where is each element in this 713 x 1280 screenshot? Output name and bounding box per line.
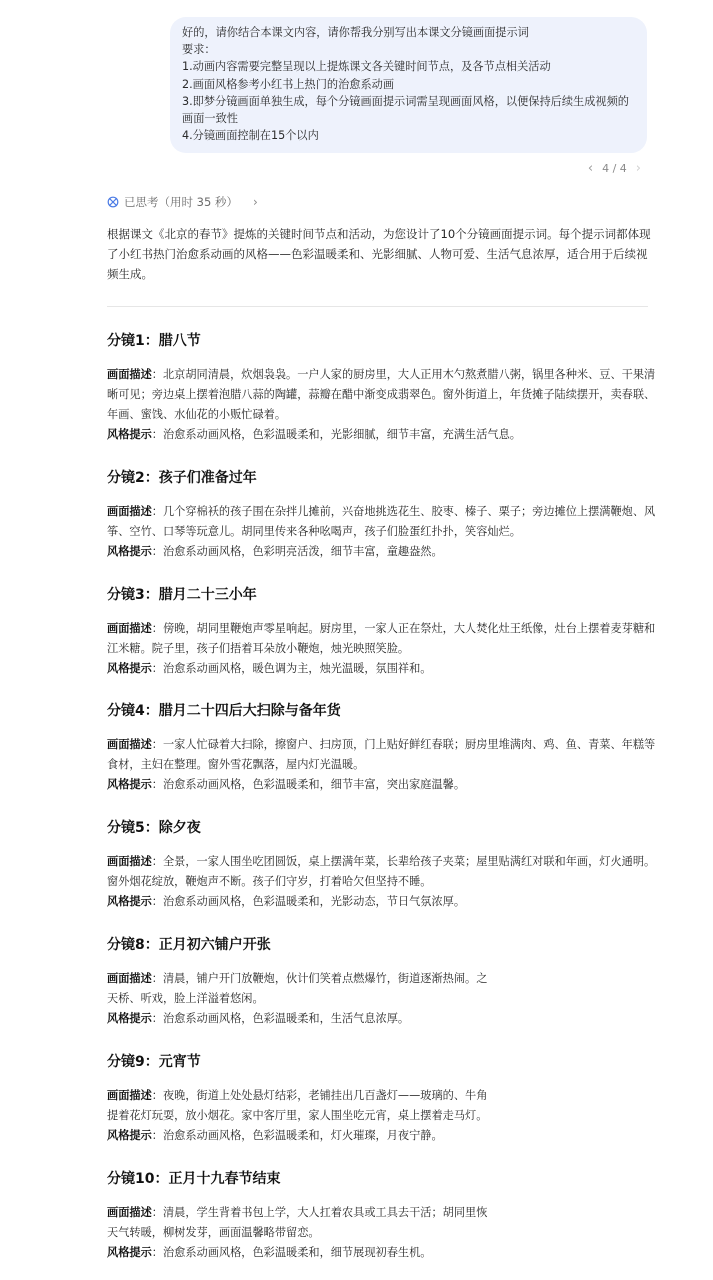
shot-style bbox=[107, 775, 657, 795]
divider bbox=[107, 306, 648, 307]
shot-title: 分镜1：腊八节 bbox=[107, 333, 201, 349]
user-message-line: 1.动画内容需要完整呈现以上提炼课文各关键时间节点，及各节点相关活动 bbox=[182, 60, 551, 74]
thinking-label: 已思考（用时 35 秒） bbox=[124, 195, 238, 209]
style-text: ：治愈系动画风格，暖色调为主，烛光温暖，氛围祥和。 bbox=[151, 662, 432, 675]
shot-title: 分镜9：元宵节 bbox=[107, 1054, 201, 1070]
style-label: 风格提示 bbox=[107, 895, 152, 908]
shot-description bbox=[107, 365, 657, 425]
shot-section bbox=[107, 817, 657, 912]
style-text: ：治愈系动画风格，色彩温暖柔和，细节丰富，突出家庭温馨。 bbox=[151, 778, 466, 791]
desc-label: 画面描述 bbox=[107, 972, 152, 985]
desc-text: ：全景，一家人围坐吃团圆饭，桌上摆满年菜，长辈给孩子夹菜；屋里贴满红对联和年画，灯火通明。窗外烟花绽放，鞭炮声不断。孩子们守岁，打着哈欠但坚持不睡。 bbox=[107, 855, 656, 888]
style-label: 风格提示 bbox=[107, 545, 152, 558]
shot-description bbox=[107, 969, 499, 1009]
desc-text: ：几个穿棉袄的孩子围在杂拌儿摊前，兴奋地挑选花生、胶枣、榛子、栗子；旁边摊位上摆满鞭炮、风筝、空竹、口琴等玩意儿。胡同里传来各种吆喝声，孩子们脸蛋红扑扑，笑容灿烂。 bbox=[107, 505, 656, 538]
user-message-line: 要求： bbox=[182, 43, 216, 57]
shot-title: 分镜10：正月十九春节结束 bbox=[107, 1171, 281, 1187]
intro-paragraph: 根据课文《北京的春节》提炼的关键时间节点和活动，为您设计了10个分镜画面提示词。每个提示词都体现了小红书热门治愈系动画的风格——色彩温暖柔和、光影细腻、人物可爱、生活气息浓厚，适合用于后续视频生成。 bbox=[107, 227, 651, 281]
desc-label: 画面描述 bbox=[107, 368, 152, 381]
desc-label: 画面描述 bbox=[107, 1089, 152, 1102]
desc-text: ：夜晚，街道上处处悬灯结彩，老铺挂出几百盏灯——玻璃的、牛角 bbox=[151, 1089, 488, 1102]
shot-description bbox=[107, 735, 657, 775]
desc-label: 画面描述 bbox=[107, 1206, 152, 1219]
response-pager bbox=[588, 161, 641, 176]
shot-style bbox=[107, 425, 657, 445]
style-text: ：治愈系动画风格，色彩温暖柔和，生活气息浓厚。 bbox=[151, 1012, 410, 1025]
shot-section bbox=[107, 330, 657, 445]
shot-style bbox=[107, 659, 657, 679]
shot-description bbox=[107, 502, 657, 542]
desc-text: ：北京胡同清晨，炊烟袅袅。一户人家的厨房里，大人正用木勺熬煮腊八粥，锅里各种米、豆、干果清晰可见；旁边桌上摆着泡腊八蒜的陶罐，蒜瓣在醋中渐变成翡翠色。窗外街道上，年货摊子陆续摆开，卖春联、年画、蜜饯、水仙花的小贩忙碌着。 bbox=[107, 368, 656, 421]
user-message-bubble bbox=[170, 17, 647, 153]
shot-title: 分镜3：腊月二十三小年 bbox=[107, 587, 257, 603]
user-message-line: 2.画面风格参考小红书上热门的治愈系动画 bbox=[182, 77, 395, 91]
shot-style bbox=[107, 1009, 657, 1029]
thinking-icon bbox=[107, 196, 119, 208]
shot-style bbox=[107, 542, 657, 562]
shot-description bbox=[107, 1203, 499, 1243]
style-text: ：治愈系动画风格，色彩温暖柔和，细节展现初春生机。 bbox=[151, 1246, 432, 1259]
shot-section bbox=[107, 1168, 657, 1263]
shot-section bbox=[107, 934, 657, 1029]
style-text: ：治愈系动画风格，色彩温暖柔和，灯火璀璨，月夜宁静。 bbox=[151, 1129, 443, 1142]
shot-description bbox=[107, 852, 657, 892]
chevron-right-icon: › bbox=[252, 195, 258, 209]
style-text: ：治愈系动画风格，色彩温暖柔和，光影动态，节日气氛浓厚。 bbox=[151, 895, 466, 908]
chevron-right-icon[interactable]: › bbox=[635, 161, 641, 176]
pager-count: 4 / 4 bbox=[602, 162, 627, 175]
shot-title: 分镜5：除夕夜 bbox=[107, 820, 201, 836]
desc-text: ：清晨，学生背着书包上学，大人扛着农具或工具去干活；胡同里恢 bbox=[151, 1206, 488, 1219]
user-message-line: 好的，请你结合本课文内容，请你帮我分别写出本课文分镜画面提示词 bbox=[182, 26, 529, 39]
desc-text: 天气转暖，柳树发芽，画面温馨略带留恋。 bbox=[107, 1226, 320, 1239]
shot-title: 分镜8：正月初六铺户开张 bbox=[107, 937, 271, 953]
shot-title: 分镜2：孩子们准备过年 bbox=[107, 470, 257, 486]
style-text: ：治愈系动画风格，色彩温暖柔和，光影细腻，细节丰富，充满生活气息。 bbox=[151, 428, 521, 441]
style-label: 风格提示 bbox=[107, 1012, 152, 1025]
style-label: 风格提示 bbox=[107, 778, 152, 791]
desc-label: 画面描述 bbox=[107, 738, 152, 751]
thinking-toggle[interactable] bbox=[107, 194, 258, 210]
style-label: 风格提示 bbox=[107, 428, 152, 441]
shot-section bbox=[107, 584, 657, 679]
shot-section bbox=[107, 1051, 657, 1146]
chevron-left-icon[interactable]: ‹ bbox=[587, 161, 594, 176]
shot-style bbox=[107, 1243, 657, 1263]
shot-description bbox=[107, 619, 657, 659]
desc-label: 画面描述 bbox=[107, 505, 152, 518]
style-text: ：治愈系动画风格，色彩明亮活泼，细节丰富，童趣盎然。 bbox=[151, 545, 443, 558]
desc-text: ：清晨，铺户开门放鞭炮，伙计们笑着点燃爆竹，街道逐渐热闹。之 bbox=[151, 972, 488, 985]
style-label: 风格提示 bbox=[107, 1129, 152, 1142]
shot-style bbox=[107, 1126, 657, 1146]
desc-text: 天桥、听戏，脸上洋溢着悠闲。 bbox=[107, 992, 264, 1005]
user-message-line: 3.即梦分镜画面单独生成，每个分镜画面提示词需呈现画面风格，以便保持后续生成视频的画面一致性 bbox=[182, 94, 629, 126]
style-label: 风格提示 bbox=[107, 1246, 152, 1259]
desc-text: ：傍晚，胡同里鞭炮声零星响起。厨房里，一家人正在祭灶，大人焚化灶王纸像，灶台上摆着麦芽糖和江米糖。院子里，孩子们捂着耳朵放小鞭炮，烛光映照笑脸。 bbox=[107, 622, 656, 655]
user-message-line: 4.分镜画面控制在15个以内 bbox=[182, 129, 319, 143]
shot-section bbox=[107, 700, 657, 795]
shot-style bbox=[107, 892, 657, 912]
desc-label: 画面描述 bbox=[107, 622, 152, 635]
shot-description bbox=[107, 1086, 499, 1126]
style-label: 风格提示 bbox=[107, 662, 152, 675]
shot-title: 分镜4：腊月二十四后大扫除与备年货 bbox=[107, 703, 341, 719]
shot-section bbox=[107, 467, 657, 562]
desc-label: 画面描述 bbox=[107, 855, 152, 868]
desc-text: ：一家人忙碌着大扫除，擦窗户、扫房顶，门上贴好鲜红春联；厨房里堆满肉、鸡、鱼、青菜、年糕等食材，主妇在整理。窗外雪花飘落，屋内灯光温暖。 bbox=[107, 738, 656, 771]
desc-text: 提着花灯玩耍，放小烟花。家中客厅里，家人围坐吃元宵，桌上摆着走马灯。 bbox=[107, 1109, 488, 1122]
